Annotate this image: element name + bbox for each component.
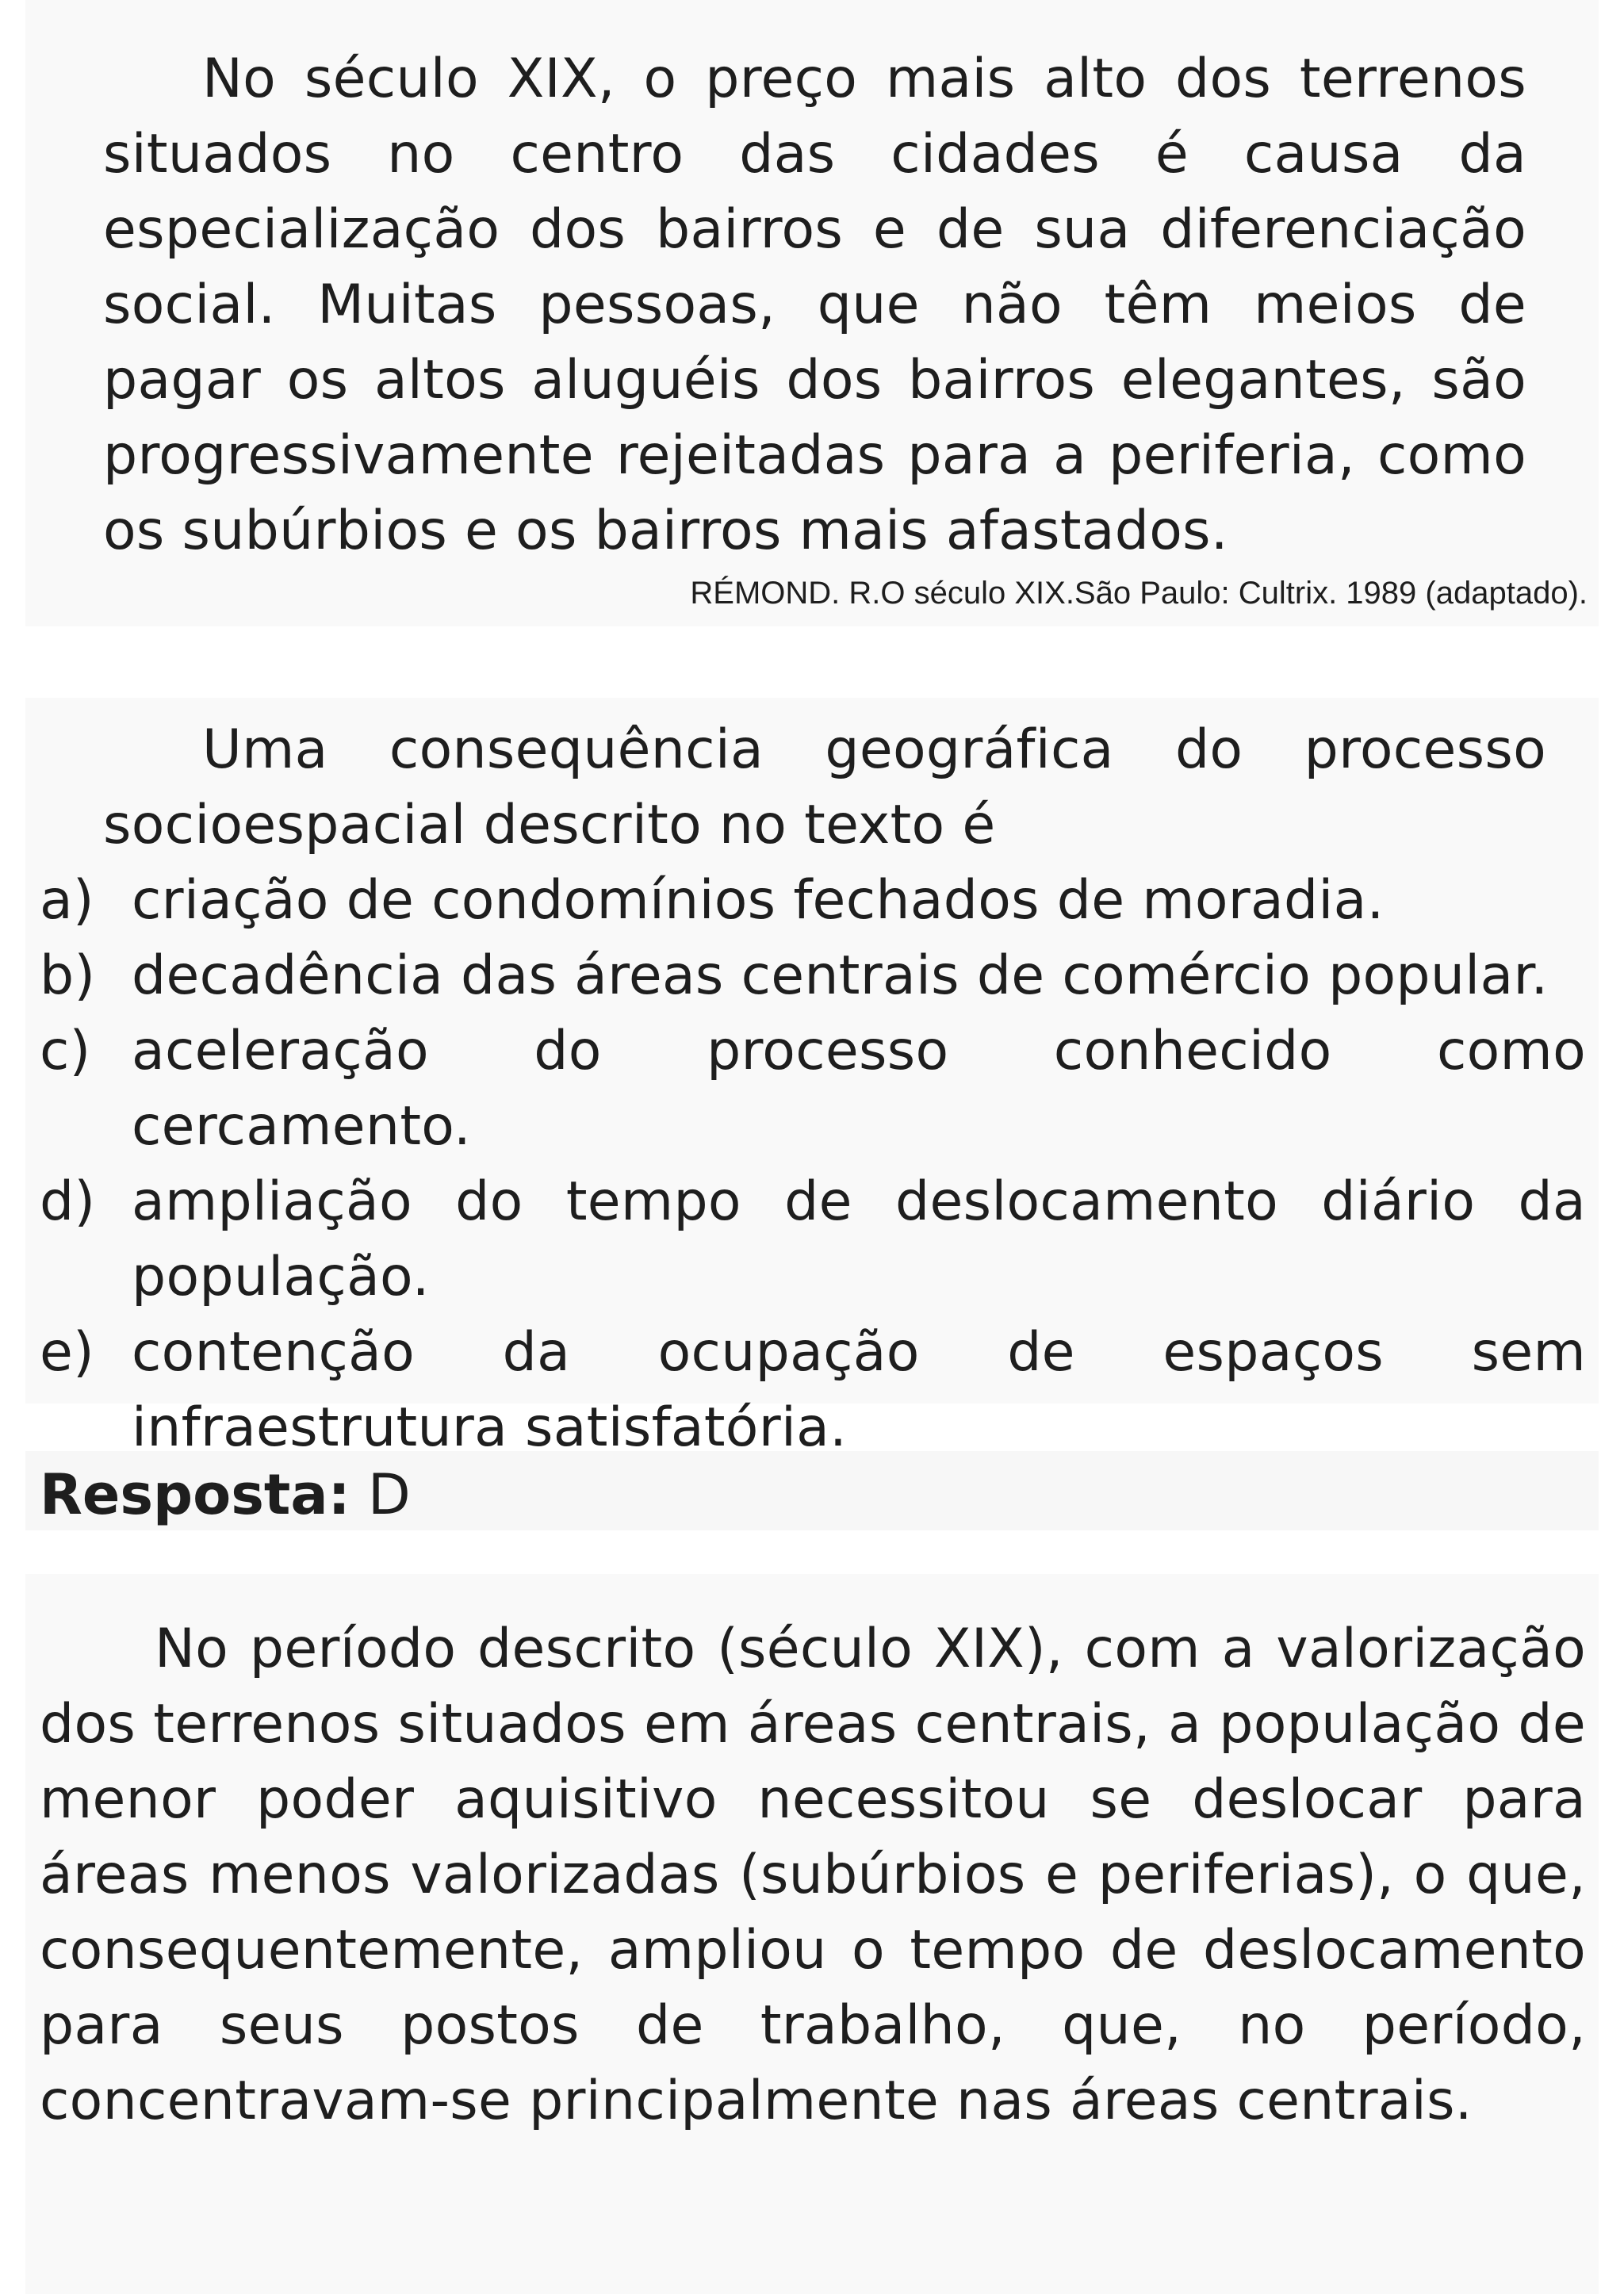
option-letter: c) [40, 1020, 91, 1082]
answer-label: Resposta: [40, 1462, 350, 1527]
option-a[interactable] [40, 863, 1586, 938]
option-text: criação de condomínios fechados de moradia. [132, 869, 1385, 932]
option-text: ampliação do tempo de deslocamento diário da população. [132, 1170, 1586, 1308]
option-d[interactable] [40, 1164, 1586, 1315]
excerpt-source: RÉMOND. R.O século XIX.São Paulo: Cultrix. 1989 (adaptado). [690, 576, 1588, 611]
excerpt-text: No século XIX, o preço mais alto dos terrenos situados no centro das cidades é causa da especialização dos bairros e de sua diferenciação social. Muitas pessoas, que não têm meios de pagar os altos aluguéis dos bairros elegantes, são progressivamente rejeitadas para a periferia, como os subúrbios e os bairros mais afastados. [103, 48, 1526, 562]
answer-line [40, 1459, 411, 1530]
option-e[interactable] [40, 1315, 1586, 1465]
question-block [40, 712, 1586, 1465]
option-text: aceleração do processo conhecido como cercamento. [132, 1020, 1586, 1158]
option-text: decadência das áreas centrais de comércio popular. [132, 944, 1549, 1007]
option-letter: b) [40, 944, 96, 1007]
excerpt [103, 41, 1526, 569]
explanation-text: No período descrito (século XIX), com a valorização dos terrenos situados em áreas centrais, a população de menor poder aquisitivo necessitou se deslocar para áreas menos valorizadas (subúrbios e periferias), o que, consequentemente, ampliou o tempo de deslocamento para seus postos de trabalho, que, no período, concentravam-se principalmente nas áreas centrais. [40, 1618, 1586, 2132]
explanation [40, 1611, 1586, 2139]
option-letter: a) [40, 869, 94, 932]
option-letter: d) [40, 1170, 96, 1233]
option-letter: e) [40, 1321, 94, 1384]
option-c[interactable] [40, 1013, 1586, 1164]
option-list [40, 863, 1586, 1465]
option-b[interactable] [40, 938, 1586, 1013]
question-prompt: Uma consequência geográfica do processo socioespacial descrito no texto é [103, 718, 1546, 856]
answer-value: D [367, 1462, 411, 1527]
option-text: contenção da ocupação de espaços sem infraestrutura satisfatória. [132, 1321, 1586, 1459]
